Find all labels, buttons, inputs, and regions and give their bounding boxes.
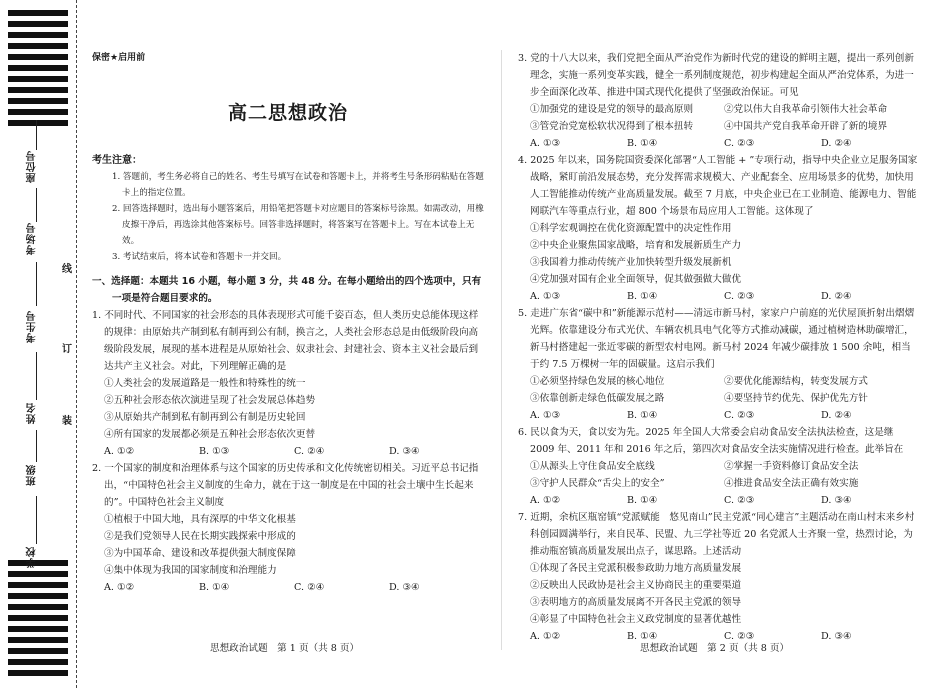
field-class: 班级 <box>27 464 38 486</box>
field-school: 学校 <box>27 546 38 568</box>
choice-a: A. ①② <box>104 582 135 593</box>
field-line <box>36 262 37 306</box>
choice-b: B. ①④ <box>627 291 658 302</box>
question-5-choices <box>518 407 918 424</box>
question-4-item: ④党加强对国有企业全面领导，促其做强做大做优 <box>530 274 742 285</box>
choice-d: D. ③④ <box>389 446 420 457</box>
note-item: 2. 回答选择题时，选出每小题答案后，用铅笔把答题卡对应题目的答案标号涂黑。如需改动，用橡皮擦干净后，再选涂其他答案标号。回答非选择题时，将答案写在答题卡上。写在本试卷上无效。 <box>112 204 484 246</box>
question-3-items <box>518 101 918 118</box>
field-exam-room: 考场号 <box>27 222 38 255</box>
choice-c: C. ②④ <box>294 582 325 593</box>
note-item: 3. 考试结束后，将本试卷和答题卡一并交回。 <box>112 252 287 262</box>
choice-b: B. ①④ <box>627 410 658 421</box>
field-candidate-number: 考生号 <box>27 310 38 343</box>
question-4-stem: 4. 2025 年以来，国务院国资委深化部署“人工智能 + ”专项行动，指导中央企业立足服务国家战略，紧盯前沿发展态势，充分发挥需求规模大、产业配套全、应用场景多的优势，加快用人工智能推动传统产业高质量发展。截至 7 月底，中央企业已在工业制造、能源电力、智能网联汽车等重点行业，超 800 个场景布局应用人工智能。这体现了 <box>518 155 918 217</box>
choice-b: B. ①④ <box>627 138 658 149</box>
binding-dashed-line <box>76 0 77 688</box>
question-4-item: ①科学宏观调控在优化资源配置中的决定性作用 <box>530 223 732 234</box>
question-3-item: ④中国共产党自我革命开辟了新的境界 <box>724 121 888 132</box>
choice-c: C. ②③ <box>724 631 755 642</box>
question-5-items <box>518 390 918 407</box>
binding-stripes-top <box>8 10 68 131</box>
question-1-stem: 1. 不同时代、不同国家的社会形态的具体表现形式可能千姿百态，但人类历史总能体现这样的规律：由原始共产制到私有制再到公有制，换言之，人类社会形态总是由低级阶段向高级阶段发展，展现的基本进程是从原始社会、奴隶社会、封建社会、资本主义社会最后到达共产主义社会。对此，下列理解正确的是 <box>92 310 479 372</box>
choice-d: D. ③④ <box>389 582 420 593</box>
field-line <box>36 496 37 544</box>
question-1-item: ①人类社会的发展道路是一般性和特殊性的统一 <box>104 378 306 389</box>
question-2-item: ②是我们党领导人民在长期实践探索中形成的 <box>104 531 296 542</box>
choice-d: D. ②④ <box>821 291 852 302</box>
question-6-item: ②掌握一手资料修订食品安全法 <box>724 461 859 472</box>
question-5-item: ④要坚持节约优先、保护优先方针 <box>724 393 868 404</box>
question-6-stem: 6. 民以食为天，食以安为先。2025 年全国人大常委会启动食品安全法执法检查，这是继 2009 年、2011 年和 2016 年之后，第四次对食品安全法实施情况进行检查。此举旨在 <box>518 427 904 455</box>
question-4-item: ②中央企业聚焦国家战略，培育和发展新质生产力 <box>530 240 742 251</box>
question-5-stem: 5. 走进广东省“碳中和”新能源示范村——清远市新马村，家家户户前庭的光伏屋顶折射出熠熠光辉。依靠建设分布式光伏、车辆农机具电气化等方式推动减碳，通过植树造林助碳增汇，新马村搭建起一张近零碳的新型农村电网。新马村 2024 年减少碳排放 1 500 余吨，相当于约 7.5 万棵树一年的固碳量。这启示我们 <box>518 308 915 370</box>
choice-c: C. ②③ <box>724 410 755 421</box>
choice-a: A. ①② <box>104 446 135 457</box>
question-3-choices <box>518 135 918 152</box>
question-2-item: ①植根于中国大地，具有深厚的中华文化根基 <box>104 514 296 525</box>
choice-d: D. ②④ <box>821 138 852 149</box>
question-7-stem: 7. 近期，余杭区瓶窑镇“党派赋能 悠见南山”民主党派“同心建言”主题活动在南山村末来乡村科创园圆满举行，来自民革、民盟、九三学社等近 20 名党派人士齐聚一堂，热烈讨论，为推动瓶窑镇高质量发展出点子，谋思路。上述活动 <box>518 512 915 557</box>
choice-d: D. ③④ <box>821 631 852 642</box>
choice-a: A. ①② <box>530 495 561 506</box>
choice-a: A. ①② <box>530 631 561 642</box>
question-7-item: ③表明地方的高质量发展离不开各民主党派的领导 <box>530 597 742 608</box>
question-3-item: ①加强党的建设是党的领导的最高原则 <box>530 104 694 115</box>
question-3-item: ③管党治党宽松软状况得到了根本扭转 <box>530 121 694 132</box>
question-2-stem: 2. 一个国家的制度和治理体系与这个国家的历史传承和文化传统密切相关。习近平总书记指出，“中国特色社会主义制度的生命力，就在于这一制度是在中国的社会土壤中生长起来的”。中国特色社会主义制度 <box>92 463 479 508</box>
choice-a: A. ①③ <box>530 291 561 302</box>
page-2 <box>518 50 918 645</box>
choice-d: D. ③④ <box>821 495 852 506</box>
question-6-item: ④推进食品安全法正确有效实施 <box>724 478 859 489</box>
choice-b: B. ①③ <box>199 446 230 457</box>
question-1-item: ②五种社会形态依次演进呈现了社会发展总体趋势 <box>104 395 316 406</box>
question-5-item: ①必须坚持绿色发展的核心地位 <box>530 376 665 387</box>
question-2-item: ④集中体现为我国的国家制度和治理能力 <box>104 565 277 576</box>
question-3-items <box>518 118 918 135</box>
question-3-item: ②党以伟大自我革命引领伟大社会革命 <box>724 104 888 115</box>
question-6-items <box>518 475 918 492</box>
choice-c: C. ②③ <box>724 495 755 506</box>
question-7-item: ④彰显了中国特色社会主义政党制度的显著优越性 <box>530 614 742 625</box>
field-line <box>36 352 37 400</box>
question-1-item: ④所有国家的发展都必须是五种社会形态依次更替 <box>104 429 316 440</box>
field-name: 姓名 <box>27 402 38 424</box>
question-6-choices <box>518 492 918 509</box>
choice-c: C. ②③ <box>724 291 755 302</box>
binding-mark-line: 线 <box>62 264 72 275</box>
question-6-item: ③守护人民群众“舌尖上的安全” <box>530 478 665 489</box>
question-4-item: ③我国着力推动传统产业加快转型升级发展新机 <box>530 257 732 268</box>
field-line <box>36 430 37 462</box>
field-seat-number: 座位号 <box>27 150 38 183</box>
section-heading: 一、选择题：本题共 16 小题，每小题 3 分，共 48 分。在每小题给出的四个选项中，只有一项是符合题目要求的。 <box>92 276 482 304</box>
binding-mark-bind: 装 <box>62 416 72 427</box>
choice-b: B. ①④ <box>627 495 658 506</box>
question-1-choices <box>92 443 484 460</box>
choice-a: A. ①③ <box>530 138 561 149</box>
confidential-label: 保密★启用前 <box>92 53 146 63</box>
choice-c: C. ②④ <box>294 446 325 457</box>
page-2-footer: 思想政治试题 第 2 页（共 8 页） <box>640 643 790 654</box>
choice-c: C. ②③ <box>724 138 755 149</box>
page-divider <box>501 50 502 650</box>
field-line <box>36 188 37 222</box>
choice-d: D. ②④ <box>821 410 852 421</box>
question-5-item: ③依靠创新走绿色低碳发展之路 <box>530 393 665 404</box>
question-5-items <box>518 373 918 390</box>
question-6-items <box>518 458 918 475</box>
page-1-footer: 思想政治试题 第 1 页（共 8 页） <box>210 643 360 654</box>
question-5-item: ②要优化能源结构，转变发展方式 <box>724 376 868 387</box>
notes-heading: 考生注意： <box>92 155 142 166</box>
exam-title: 高二思想政治 <box>227 102 348 124</box>
choice-a: A. ①③ <box>530 410 561 421</box>
field-line <box>36 120 37 150</box>
binding-mark-order: 订 <box>62 344 72 355</box>
choice-b: B. ①④ <box>199 582 230 593</box>
question-7-item: ①体现了各民主党派积极参政助力地方高质量发展 <box>530 563 742 574</box>
question-7-item: ②反映出人民政协是社会主义协商民主的重要渠道 <box>530 580 742 591</box>
question-3-stem: 3. 党的十八大以来，我们党把全面从严治党作为新时代党的建设的鲜明主题，提出一系列创新理念，实施一系列变革实践，健全一系列制度规范，初步构建起全面从严治党体系，为进一步全面深化改革、推进中国式现代化提供了坚强政治保证。可见 <box>518 53 914 98</box>
question-2-choices <box>92 579 484 596</box>
page-1 <box>92 50 484 596</box>
note-item: 1. 答题前，考生务必将自己的姓名、考生号填写在试卷和答题卡上，并将考生号条形码粘贴在答题卡上的指定位置。 <box>112 172 484 198</box>
question-4-choices <box>518 288 918 305</box>
question-2-item: ③为中国革命、建设和改革提供强大制度保障 <box>104 548 296 559</box>
question-6-item: ①从源头上守住食品安全底线 <box>530 461 655 472</box>
question-1-item: ③从原始共产制到私有制再到公有制是历史轮回 <box>104 412 306 423</box>
binding-stripes-bottom <box>8 560 68 681</box>
choice-b: B. ①④ <box>627 631 658 642</box>
